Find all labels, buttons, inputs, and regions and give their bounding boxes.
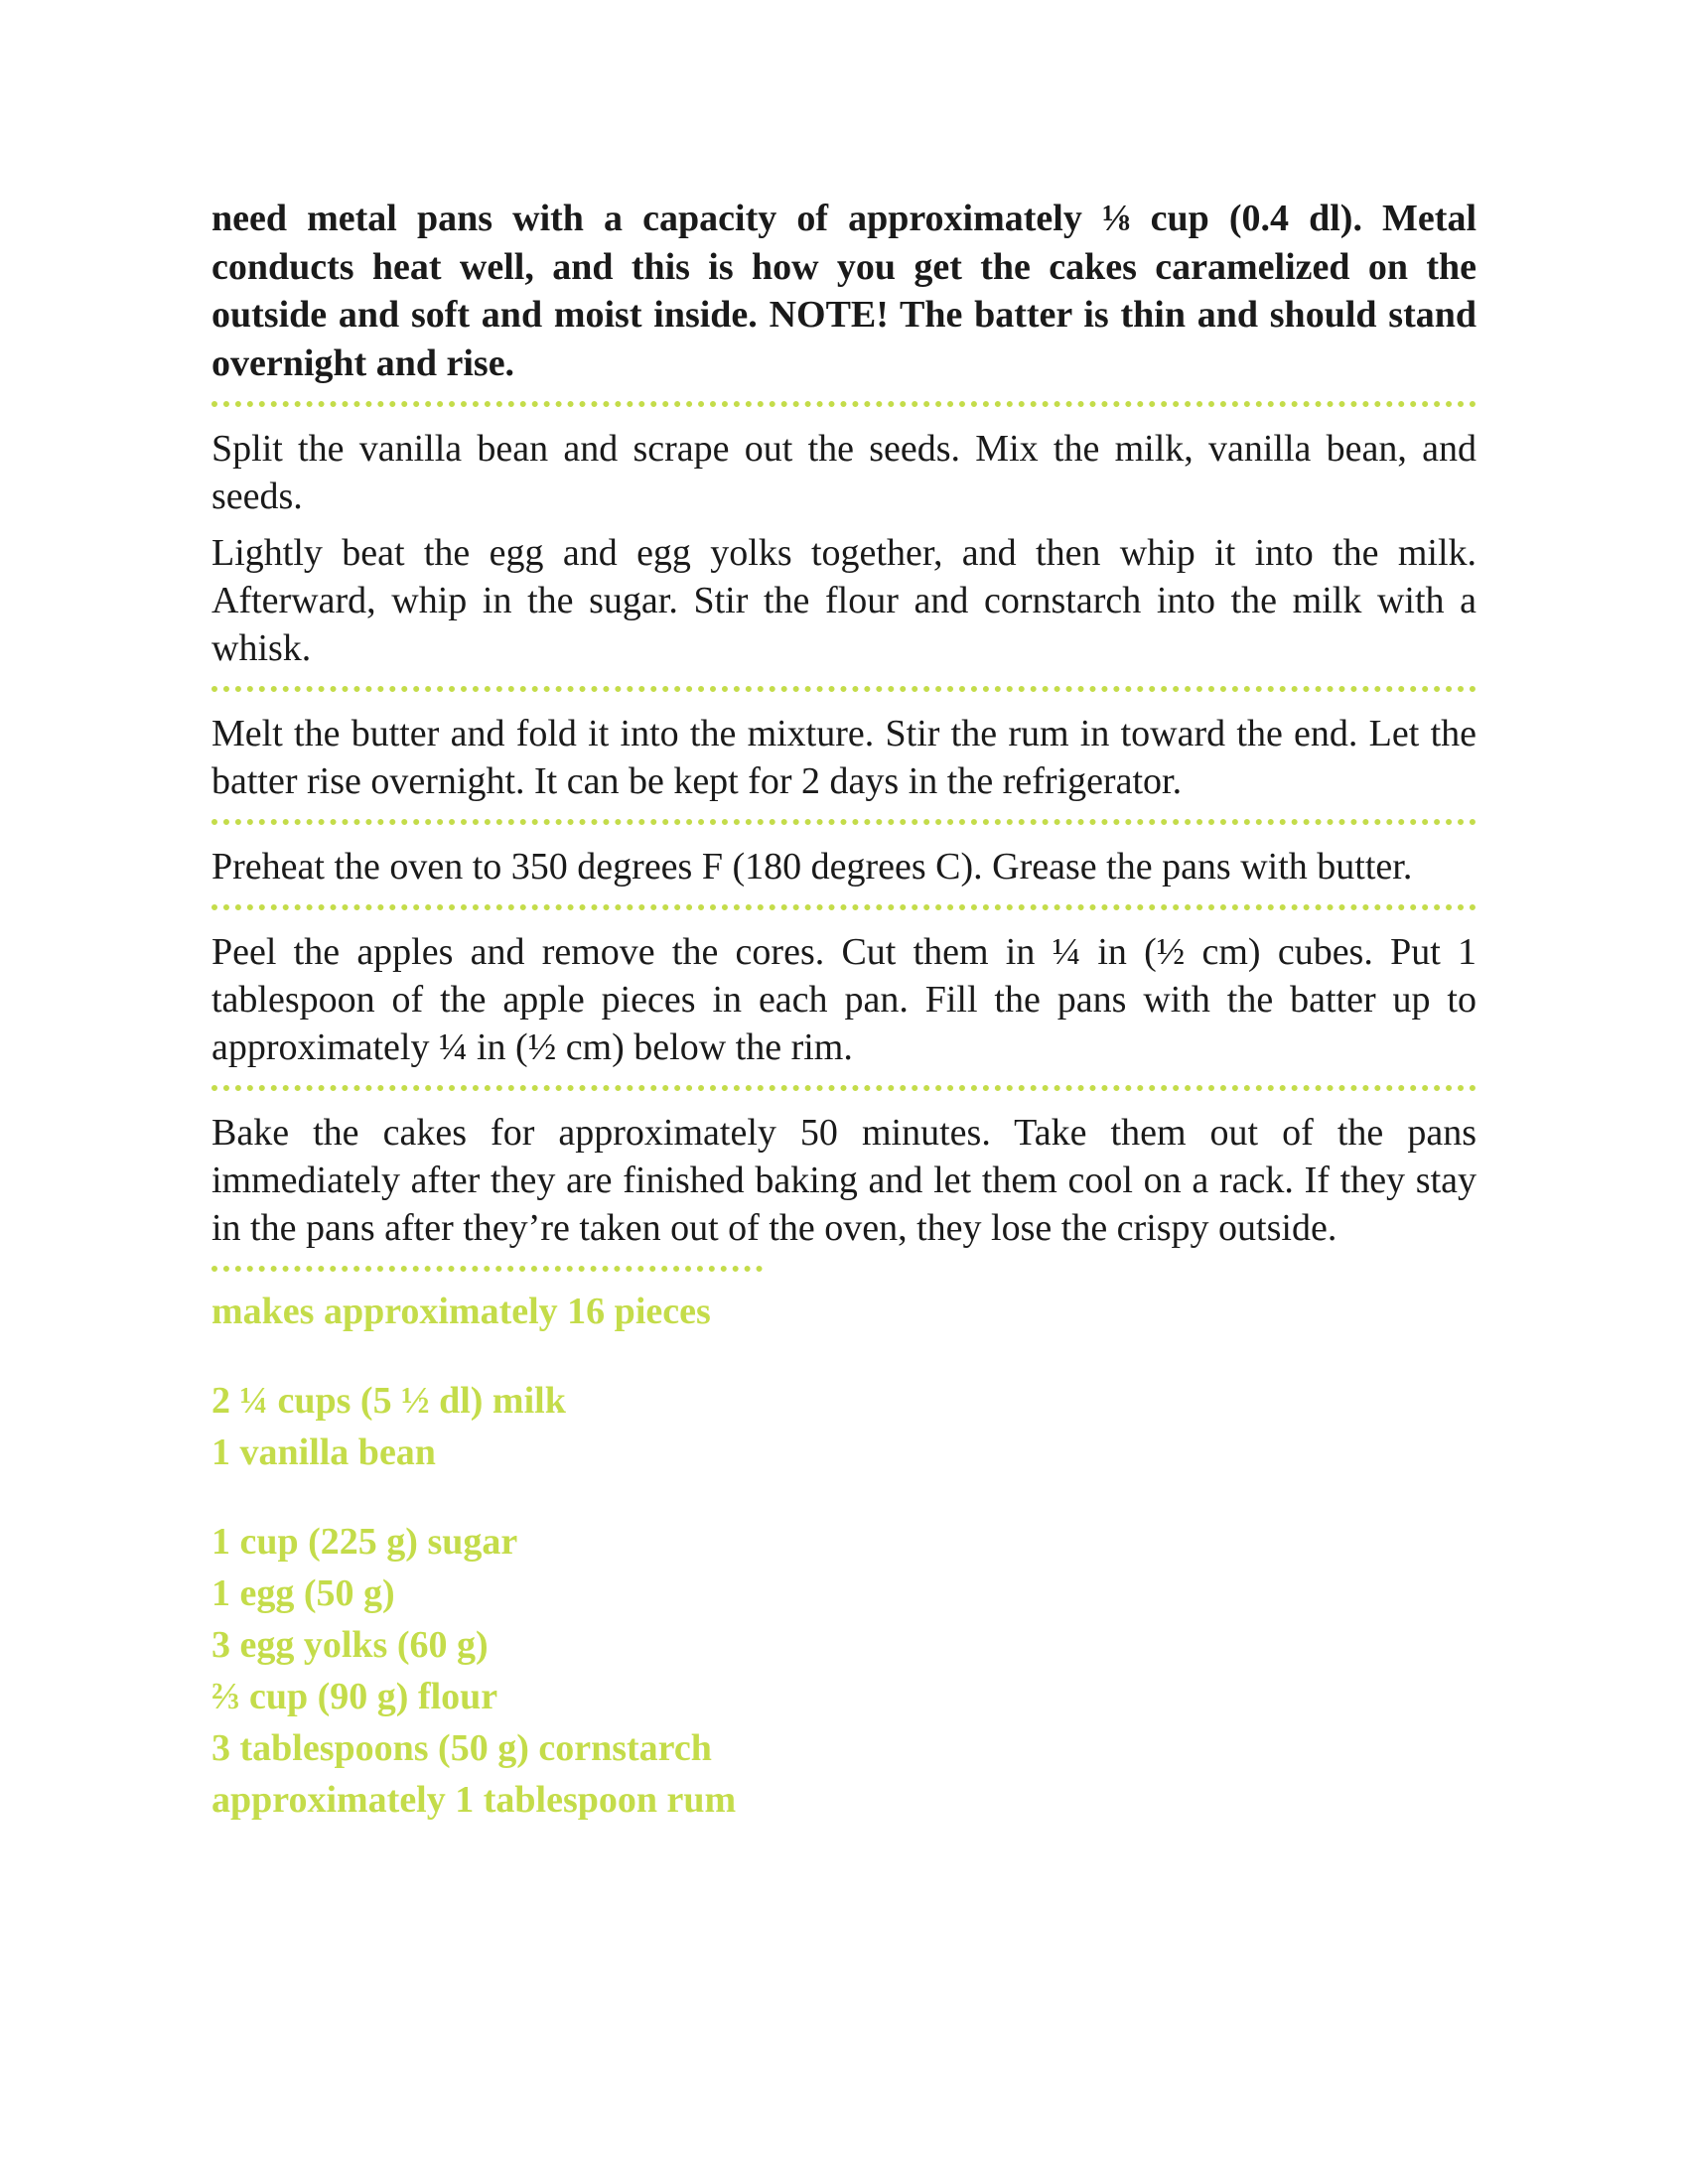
- step-paragraph: Melt the butter and fold it into the mixture. Stir the rum in toward the end. Let the batter rise overnight. It can be kept for 2 days in the refrigerator.: [211, 713, 1477, 802]
- dotted-divider: [211, 1085, 1477, 1091]
- dotted-divider: [211, 401, 1477, 407]
- intro-paragraph: need metal pans with a capacity of approximately ⅛ cup (0.4 dl). Metal conducts heat well, and this is how you get the cakes caramelized on the outside and soft and moist inside. NOTE! The batter is thin and should stand overnight and rise.: [211, 198, 1477, 384]
- dotted-divider-short: [211, 1266, 763, 1272]
- yield-text: makes approximately 16 pieces: [211, 1291, 711, 1332]
- ingredient-group-1: [211, 1375, 1477, 1478]
- step-5: [211, 1109, 1477, 1252]
- step-paragraph: Bake the cakes for approximately 50 minutes. Take them out of the pans immediately after they are finished baking and let them cool on a rack. If they stay in the pans after they’re taken out of the oven, they lose the crispy outside.: [211, 1112, 1477, 1249]
- ingredient-item: ⅔ cup (90 g) flour: [211, 1676, 498, 1717]
- step-4: [211, 928, 1477, 1071]
- step-1: [211, 425, 1477, 672]
- ingredients-list: [211, 1288, 1477, 1826]
- ingredient-item: 1 vanilla bean: [211, 1432, 436, 1473]
- step-2: [211, 710, 1477, 805]
- ingredient-item: 3 tablespoons (50 g) cornstarch: [211, 1727, 712, 1769]
- dotted-divider: [211, 819, 1477, 825]
- ingredient-item: approximately 1 tablespoon rum: [211, 1779, 737, 1821]
- step-paragraph: Split the vanilla bean and scrape out the seeds. Mix the milk, vanilla bean, and seeds.: [211, 428, 1477, 517]
- step-paragraph: Lightly beat the egg and egg yolks together, and then whip it into the milk. Afterward, whip in the sugar. Stir the flour and cornstarch into the milk with a whisk.: [211, 532, 1477, 669]
- ingredient-group-2: [211, 1516, 1477, 1826]
- dotted-divider: [211, 904, 1477, 910]
- dotted-divider: [211, 686, 1477, 692]
- step-paragraph: Peel the apples and remove the cores. Cut them in ¼ in (½ cm) cubes. Put 1 tablespoon of the apple pieces in each pan. Fill the pans with the batter up to approximately ¼ in (½ cm) below the rim.: [211, 931, 1477, 1068]
- step-paragraph: Preheat the oven to 350 degrees F (180 degrees C). Grease the pans with butter.: [211, 846, 1413, 887]
- ingredient-item: 3 egg yolks (60 g): [211, 1624, 489, 1666]
- step-3: [211, 843, 1477, 890]
- ingredient-item: 2 ¼ cups (5 ½ dl) milk: [211, 1380, 566, 1422]
- ingredient-item: 1 egg (50 g): [211, 1572, 395, 1614]
- ingredient-item: 1 cup (225 g) sugar: [211, 1521, 518, 1563]
- recipe-page: [211, 195, 1477, 1863]
